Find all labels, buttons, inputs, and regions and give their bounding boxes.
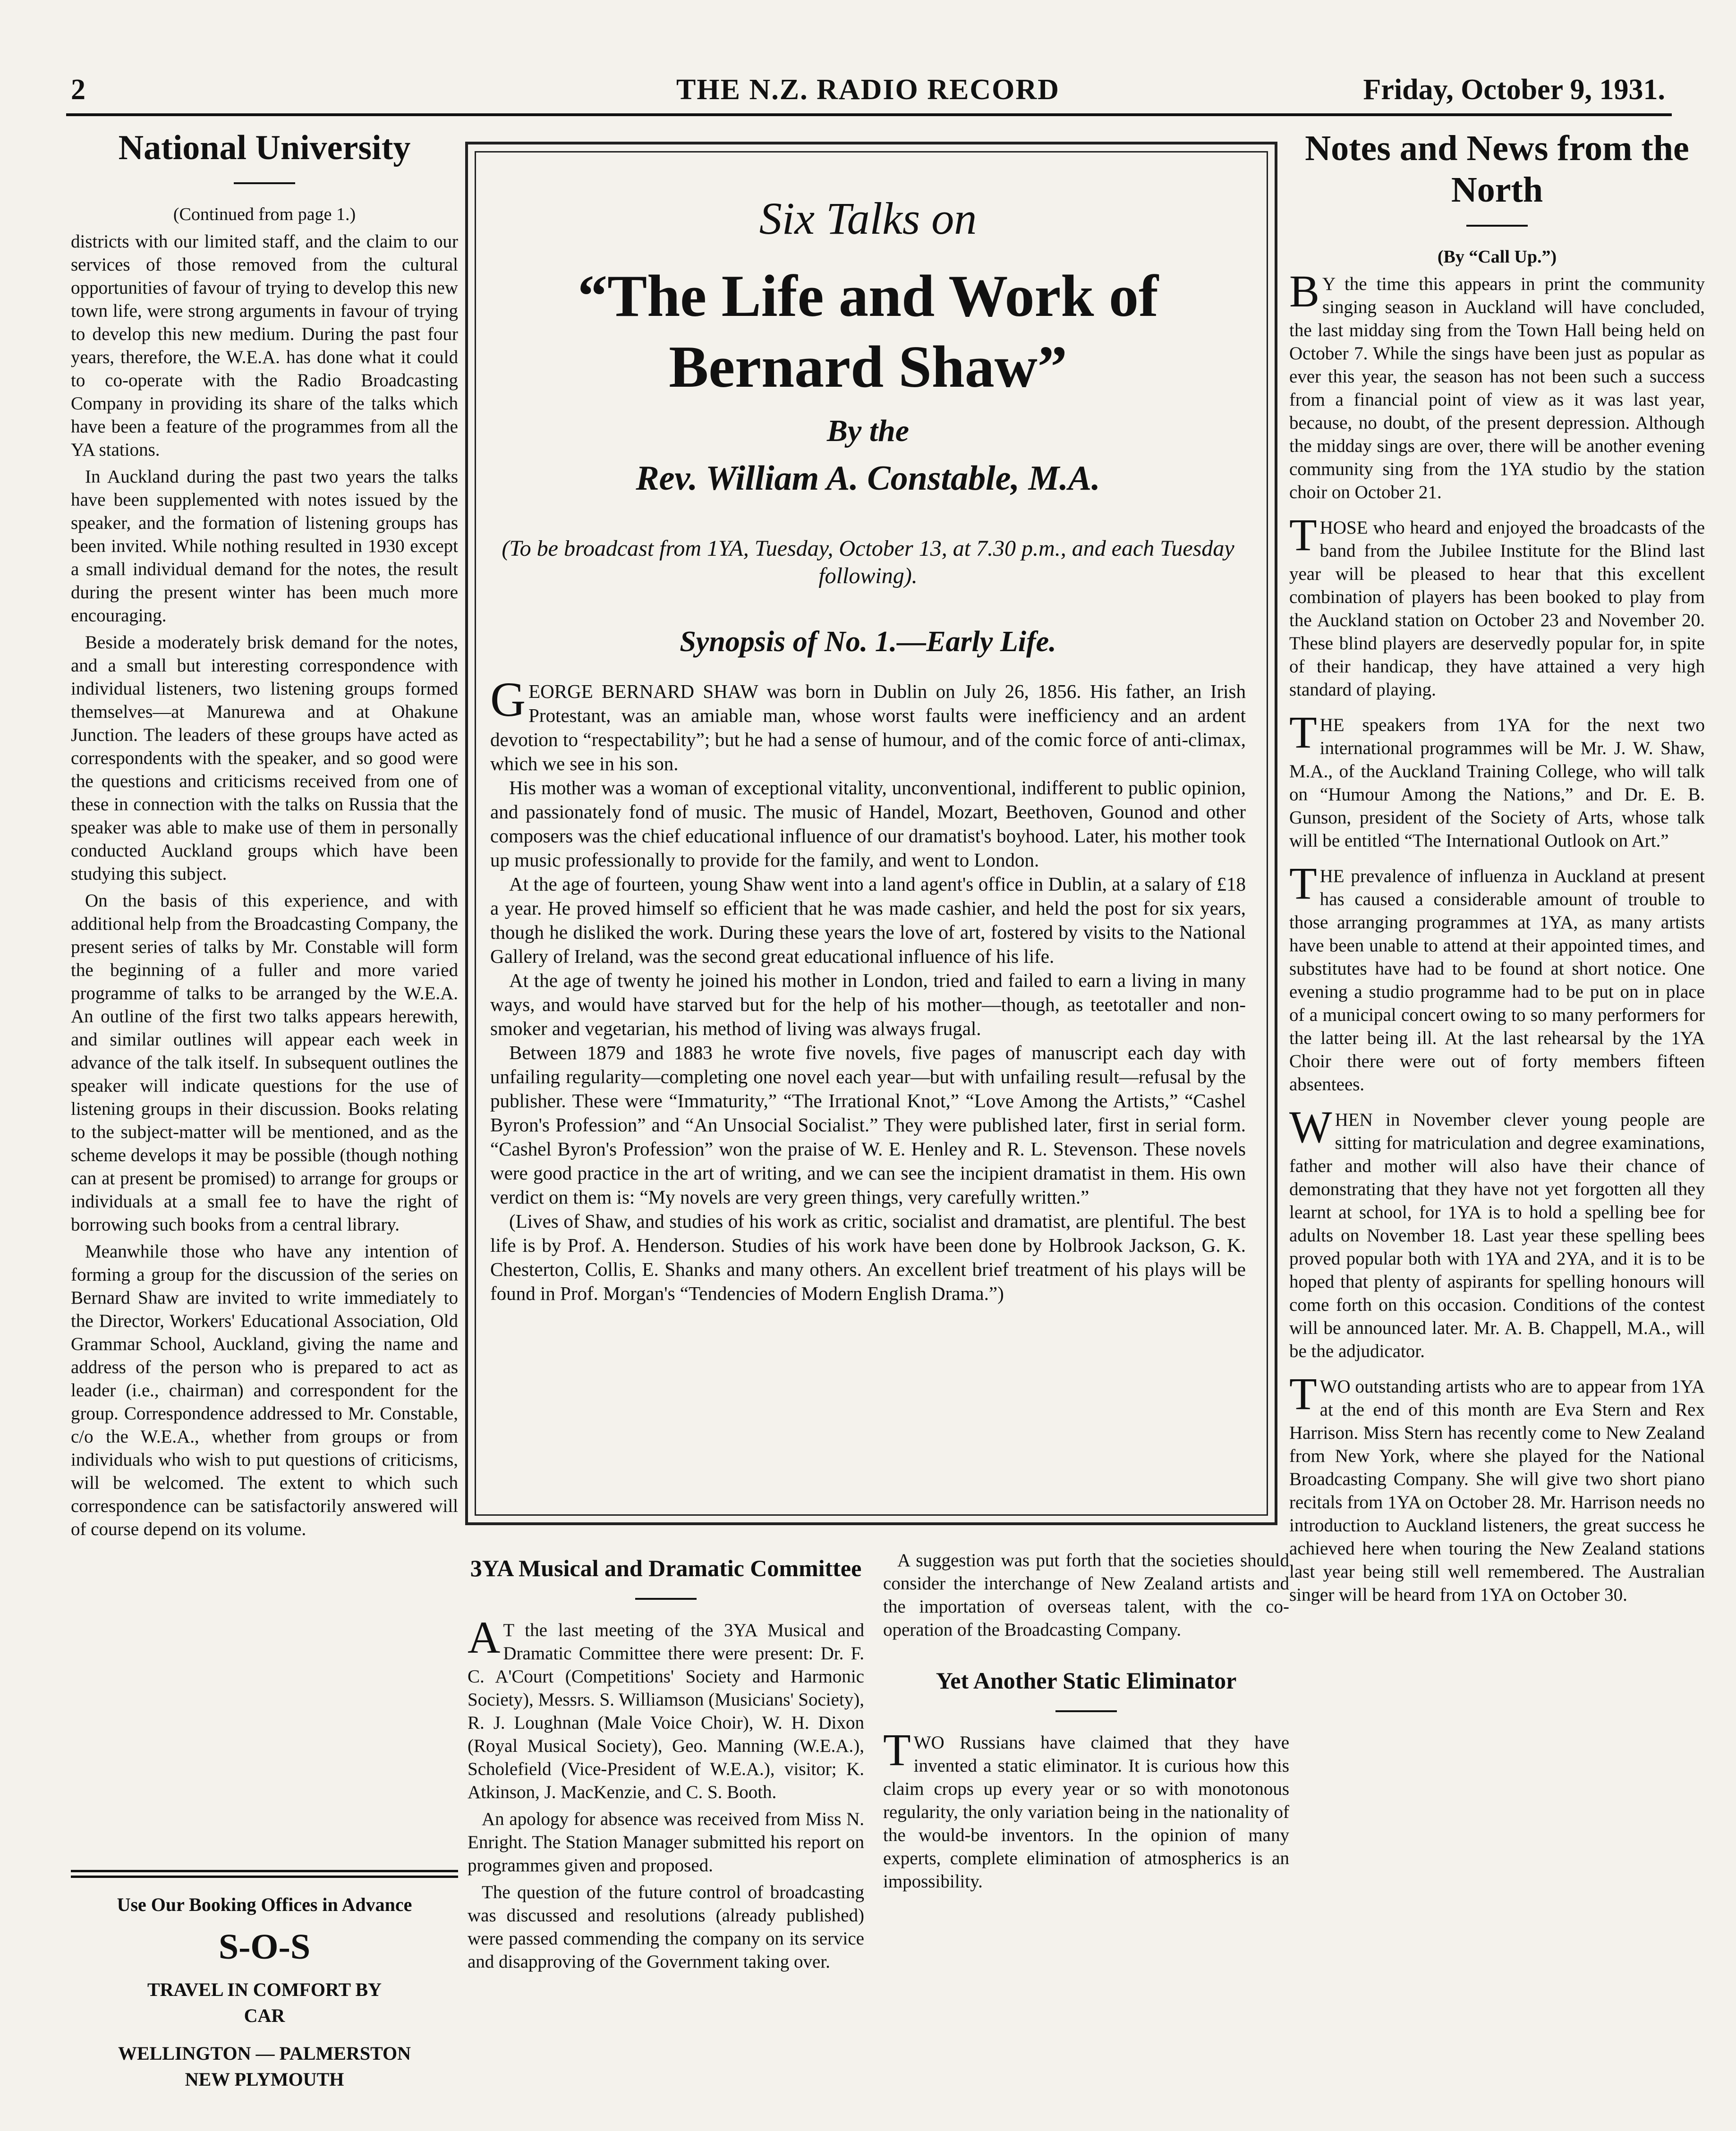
column-national-university [71,127,458,1545]
feature-title: “The Life and Work of Bernard Shaw” [578,263,1158,400]
divider [234,182,295,184]
synopsis-heading: Synopsis of No. 1.—Early Life. [680,626,1056,658]
paragraph: TWO Russians have claimed that they have invented a static eliminator. It is curious how this claim crops up every year or so with monotonous regularity, the only variation being in the nationality of the would-be inventors. In the opinion of many experts, complete elimination of atmospherics is an impossibility. [883,1724,1289,1892]
paragraph: districts with our limited staff, and the claim to our services of those removed from the cultural opportunities of favour of trying to develop this new town life, were strong arguments in favour of trying to develop this new medium. During the past four years, therefore, the W.E.A. has done what it could to co-operate with the Radio Broadcasting Company in providing its share of the talks which have been a feature of the programmes from all the YA stations. [71,231,458,460]
advert-brand: S-O-S [218,1927,311,1967]
paragraph: THE speakers from 1YA for the next two international programmes will be Mr. J. W. Shaw, M.A., of the Auckland Training College, who will talk on “Humour Among the Nations,” and Dr. E. B. Gunson, president of the Society of Arts, whose talk will be entitled “The International Outlook on Art.” [1289,707,1705,851]
issue-date: Friday, October 9, 1931. [1363,74,1665,106]
paragraph: AT the last meeting of the 3YA Musical and Dramatic Committee there were present: Dr. F. C. A'Court (Competitions' Society and Harmonic Society), Messrs. S. Williamson (Musicians' Society), R. J. Loughnan (Male Voice Choir), W. H. Dixon (Royal Musical Society), Geo. Manning (W.E.A.), Scholefield (Vice-President of W.E.A.), visitor; K. Atkinson, J. MacKenzie, and C. S. Booth. [468,1612,864,1802]
article-heading: Notes and News from the North [1305,128,1689,210]
advert-line: Use Our Booking Offices in Advance [117,1894,412,1915]
column-notes-north [1289,127,1705,1610]
paragraph: Between 1879 and 1883 he wrote five novels, five pages of manuscript each day with unfailing regularity—completing one novel each year—but with unfailing result—refusal by the publisher. These were “Immaturity,” “The Irrational Knot,” “Love Among the Artists,” “Cashel Byron's Profession” and “An Unsocial Socialist.” They were published later, first in serial form. “Cashel Byron's Profession” won the praise of W. E. Henley and R. L. Stevenson. These novels were good practice in the art of writing, and we can see the incipient dramatist in them. His own verdict on them is: “My novels are very green things, very carefully written.” [490,1042,1246,1208]
byline: (By “Call Up.”) [1437,247,1557,267]
masthead [71,71,1665,109]
masthead-rule [66,113,1672,116]
advert-line: CAR [244,2005,285,2026]
continued-note: (Continued from page 1.) [173,204,356,224]
advert-rule [71,1870,458,1872]
divider [1466,225,1528,227]
article-heading: National University [118,128,411,167]
paragraph: GEORGE BERNARD SHAW was born in Dublin on July 26, 1856. His father, an Irish Protestant, was an amiable man, whose worst faults were inefficiency and an ardent devotion to “respectability”; but he had a sense of humour, and of the comic force of anti-climax, which we see in his son. [490,672,1246,774]
column-static [883,1549,1289,1897]
paragraph: BY the time this appears in print the community singing season in Auckland will have concluded, the last midday sing from the Town Hall being held on October 7. While the sings have been just as popular as ever this year, the season has not been such a success from a financial point of view as it was last year, because, no doubt, of the present depression. Although the midday sings are over, there will be another evening community sing from the 1YA studio by the station choir on October 21. [1289,266,1705,502]
paragraph: In Auckland during the past two years the talks have been supplemented with notes issued by the speaker, and the formation of listening groups has been invited. While nothing resulted in 1930 except a small individual demand for the notes, the result during the present winter has been much more encouraging. [71,467,458,626]
paper-title: THE N.Z. RADIO RECORD [676,74,1060,106]
paragraph: Beside a moderately brisk demand for the notes, and a small but interesting correspondence with individual listeners, two listening groups formed themselves—at Manurewa and at Ohakune Junction. The leaders of these groups have acted as correspondents with the speaker, and so good were the questions and criticisms received from one of these in connection with the talks on Russia that the speaker was able to make use of them in personally conducted Auckland groups which have been studying this subject. [71,632,458,884]
paragraph: His mother was a woman of exceptional vitality, unconventional, indifferent to public opinion, and passionately fond of music. The music of Handel, Mozart, Beethoven, Gounod and other composers was the chief educational influence of our dramatist's boyhood. Later, his mother took up music professionally to provide for the family, and went to London. [490,777,1246,871]
paragraph: Meanwhile those who have any intention of forming a group for the discussion of the series on Bernard Shaw are invited to write immediately to the Director, Workers' Educational Association, Old Grammar School, Auckland, giving the name and address of the person who is prepared to act as leader (i.e., chairman) and correspondent for the group. Correspondence addressed to Mr. Constable, c/o the W.E.A., whether from groups or from individuals who wish to put questions of criticisms, will be welcomed. The extent to which such correspondence can be satisfactorily answered will of course depend on its volume. [71,1241,458,1539]
column-committee [468,1549,864,1977]
divider [635,1598,697,1600]
advert-line: TRAVEL IN COMFORT BY [147,1979,382,2000]
paragraph: An apology for absence was received from Miss N. Enright. The Station Manager submitted his report on programmes given and proposed. [468,1809,864,1876]
article-heading: 3YA Musical and Dramatic Committee [470,1555,862,1581]
paragraph: On the basis of this experience, and with additional help from the Broadcasting Company, the present series of talks by Mr. Constable will form the beginning of a fuller and more varied programme of talks to be arranged by the W.E.A. An outline of the first two talks appears herewith, and similar outlines will appear each week in advance of the talk itself. In subsequent outlines the speaker will indicate questions for the use of listening groups in their discussion. Books relating to the subject-matter will be mentioned, and as the scheme develops it may be possible (though nothing can at present be promised) to arrange for groups or individuals at a small fee to have the right of borrowing such books from a central library. [71,891,458,1235]
paragraph: At the age of twenty he joined his mother in London, tried and failed to earn a living in many ways, and would have starved but for the help of his mother—though, as teetotaller and non-smoker and vegetarian, his method of living was always frugal. [490,969,1246,1039]
paragraph: (Lives of Shaw, and studies of his work as critic, socialist and dramatist, are plentiful. The best life is by Prof. A. Henderson. Studies of his work have been done by Holbrook Jackson, G. K. Chesterton, Collis, E. Shanks and many others. An excellent brief treatment of his plays will be found in Prof. Morgan's “Tendencies of Modern English Drama.”) [490,1210,1246,1304]
paragraph: WHEN in November clever young people are sitting for matriculation and degree examinations, father and mother will also have their chance of demonstrating that they have not yet forgotten all they learnt at school, for 1YA is to hold a spelling bee for adults on November 18. Last year these spelling bees proved popular both with 1YA and 2YA, and it is to be hoped that plenty of aspirants for spelling honours will come forth on this occasion. Conditions of the contest will be announced later. Mr. A. B. Chappell, M.A., will be the adjudicator. [1289,1102,1705,1361]
paragraph: A suggestion was put forth that the societies should consider the interchange of New Zealand artists and the importation of overseas talent, with the co-operation of the Broadcasting Company. [883,1550,1289,1640]
advert-line: WELLINGTON — PALMERSTON [118,2043,411,2064]
feature-box-content [490,190,1246,1306]
feature-author: Rev. William A. Constable, M.A. [636,459,1100,498]
page-number: 2 [71,74,85,106]
feature-box [465,142,1277,1525]
broadcast-note: (To be broadcast from 1YA, Tuesday, October 13, at 7.30 p.m., and each Tuesday following). [502,536,1234,588]
feature-kicker: Six Talks on [759,193,977,244]
advert-rule [71,1876,458,1878]
synopsis-body [490,672,1246,1306]
paragraph: The question of the future control of broadcasting was discussed and resolutions (already published) were passed commending the company on its service and disapproving of the Government taking over. [468,1882,864,1972]
feature-box-inner-border [475,151,1268,1516]
paragraph: At the age of fourteen, young Shaw went into a land agent's office in Dublin, at a salary of £18 a year. He proved himself so efficient that he was made cashier, and held the post for six years, though he disliked the work. During these years the love of art, fostered by visits to the National Gallery of Ireland, was the second great educational influence of his life. [490,873,1246,967]
feature-by: By the [826,414,910,448]
divider [1055,1710,1117,1712]
article-heading: Yet Another Static Eliminator [936,1667,1237,1694]
advert-line: NEW PLYMOUTH [185,2069,344,2090]
paragraph: TWO outstanding artists who are to appear from 1YA at the end of this month are Eva Stern and Rex Harrison. Miss Stern has recently come to New Zealand from New York, where she played for the National Broadcasting Company. She will give two short piano recitals from 1YA on October 28. Mr. Harrison needs no introduction to Auckland listeners, the great success he achieved here when touring the New Zealand stations last year being still well remembered. The Australian singer will be heard from 1YA on October 30. [1289,1368,1705,1605]
paragraph: THOSE who heard and enjoyed the broadcasts of the band from the Jubilee Institute for the Blind last year will be pleased to hear that this excellent combination of players has been booked to play from the Auckland station on October 23 and November 20. These blind players are deservedly popular for, in spite of their handicap, they have attained a very high standard of playing. [1289,509,1705,700]
paragraph: THE prevalence of influenza in Auckland at present has caused a considerable amount of trouble to those arranging programmes at 1YA, as many artists have been unable to attend at their appointed times, and substitutes have had to be found at short notice. One evening a studio programme had to be put on in place of a municipal concert owing to so many performers for the latter being ill. At the last rehearsal by the 1YA Choir there were out of forty members fifteen absentees. [1289,858,1705,1095]
